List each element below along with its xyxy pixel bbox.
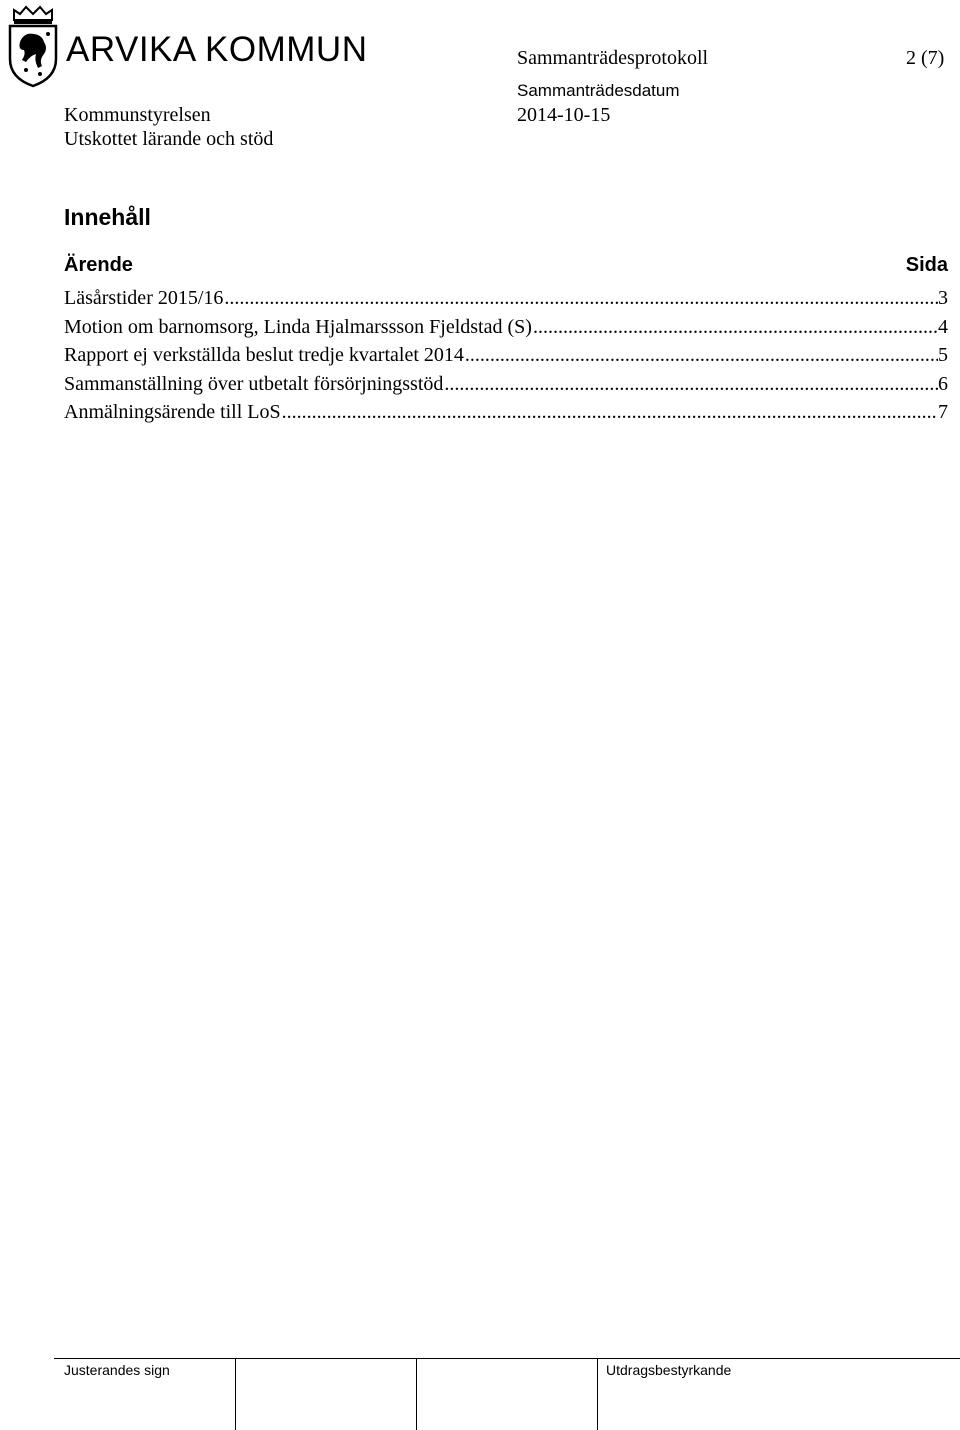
toc-entry-page: 6 <box>938 372 948 395</box>
toc-entry[interactable] <box>64 372 948 401</box>
toc-entry-title: Motion om barnomsorg, Linda Hjalmarssson Fjeldstad (S) <box>64 315 532 338</box>
toc-leader <box>281 400 938 424</box>
page-indicator: 2 (7) <box>906 47 945 69</box>
toc-leader <box>223 286 938 310</box>
toc-column-page: Sida <box>905 254 948 276</box>
toc-leader <box>443 372 938 396</box>
toc-column-item: Ärende <box>64 254 133 276</box>
toc-entry-title: Anmälningsärende till LoS <box>64 401 281 423</box>
toc-entry-page: 4 <box>938 315 948 338</box>
toc-entry-title: Rapport ej verkställda beslut tredje kvartalet 2014 <box>64 344 464 366</box>
footer-box-divider <box>597 1358 598 1430</box>
meeting-date-value: 2014-10-15 <box>517 104 611 126</box>
footer-box-divider <box>416 1358 417 1430</box>
footer-box-divider <box>235 1358 236 1430</box>
toc-list <box>64 286 948 429</box>
document-type: Sammanträdesprotokoll <box>517 47 709 69</box>
toc-entry-title: Sammanställning över utbetalt försörjningsstöd <box>64 372 444 395</box>
toc-entry[interactable] <box>64 400 948 429</box>
toc-entry-page: 3 <box>938 287 948 309</box>
toc-entry-page: 5 <box>938 344 948 366</box>
toc-entry-title: Läsårstider 2015/16 <box>64 287 224 309</box>
committee-name: Utskottet lärande och stöd <box>64 128 274 150</box>
toc-entry-page: 7 <box>938 401 948 423</box>
toc-entry[interactable] <box>64 343 948 372</box>
toc-leader <box>532 315 938 339</box>
toc-entry[interactable] <box>64 315 948 344</box>
footer-divider <box>54 1358 960 1359</box>
organization-name: Kommunstyrelsen <box>64 104 211 126</box>
justerandes-sign-label: Justerandes sign <box>64 1362 170 1378</box>
toc-leader <box>464 343 938 367</box>
toc-entry[interactable] <box>64 286 948 315</box>
municipality-wordmark: ARVIKA KOMMUN <box>66 30 368 69</box>
coat-of-arms-icon <box>4 4 62 88</box>
toc-heading: Innehåll <box>64 204 151 230</box>
utdragsbestyrkande-label: Utdragsbestyrkande <box>606 1362 732 1378</box>
meeting-date-label: Sammanträdesdatum <box>517 81 680 100</box>
